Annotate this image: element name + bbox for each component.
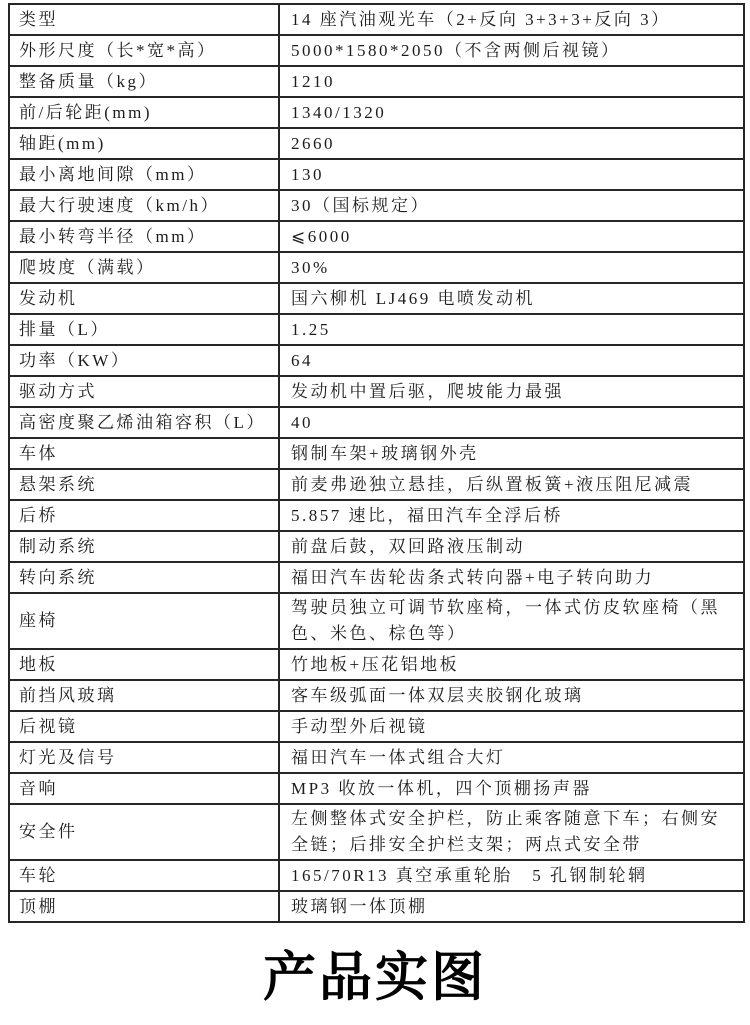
- spec-label-cell: 发动机: [9, 283, 279, 314]
- spec-row: [9, 252, 744, 283]
- spec-value-cell: 前盘后鼓，双回路液压制动: [279, 531, 744, 562]
- spec-label-cell: 顶棚: [9, 891, 279, 922]
- spec-row: [9, 531, 744, 562]
- spec-row: [9, 283, 744, 314]
- spec-row: [9, 680, 744, 711]
- spec-row: [9, 376, 744, 407]
- spec-row: [9, 97, 744, 128]
- spec-row: [9, 159, 744, 190]
- spec-label-cell: 整备质量（kg）: [9, 66, 279, 97]
- spec-label-cell: 车轮: [9, 860, 279, 891]
- spec-label-cell: 制动系统: [9, 531, 279, 562]
- spec-label-cell: 地板: [9, 649, 279, 680]
- spec-value-cell: ⩽6000: [279, 221, 744, 252]
- spec-value-cell: 钢制车架+玻璃钢外壳: [279, 438, 744, 469]
- spec-value-cell: 130: [279, 159, 744, 190]
- spec-value-cell: 前麦弗逊独立悬挂，后纵置板簧+液压阻尼减震: [279, 469, 744, 500]
- spec-row: [9, 66, 744, 97]
- spec-value-cell: 2660: [279, 128, 744, 159]
- spec-label-cell: 座椅: [9, 593, 279, 649]
- spec-label-cell: 最大行驶速度（km/h）: [9, 190, 279, 221]
- spec-label-cell: 爬坡度（满载）: [9, 252, 279, 283]
- spec-value-cell: 国六柳机 LJ469 电喷发动机: [279, 283, 744, 314]
- spec-label-cell: 功率（KW）: [9, 345, 279, 376]
- spec-row: [9, 4, 744, 35]
- spec-label-cell: 前/后轮距(mm): [9, 97, 279, 128]
- spec-row: [9, 35, 744, 66]
- spec-label-cell: 前挡风玻璃: [9, 680, 279, 711]
- spec-table-body: [9, 4, 744, 922]
- spec-label-cell: 最小离地间隙（mm）: [9, 159, 279, 190]
- spec-value-cell: 14 座汽油观光车（2+反向 3+3+3+反向 3）: [279, 4, 744, 35]
- spec-row: [9, 438, 744, 469]
- spec-value-cell: 左侧整体式安全护栏，防止乘客随意下车；右侧安全链；后排安全护栏支架；两点式安全带: [279, 804, 744, 860]
- spec-label-cell: 灯光及信号: [9, 742, 279, 773]
- spec-label-cell: 安全件: [9, 804, 279, 860]
- spec-row: [9, 190, 744, 221]
- spec-label-cell: 悬架系统: [9, 469, 279, 500]
- spec-row: [9, 562, 744, 593]
- spec-value-cell: 1210: [279, 66, 744, 97]
- spec-row: [9, 742, 744, 773]
- spec-label-cell: 转向系统: [9, 562, 279, 593]
- spec-row: [9, 649, 744, 680]
- spec-row: [9, 593, 744, 649]
- spec-value-cell: 64: [279, 345, 744, 376]
- spec-row: [9, 500, 744, 531]
- spec-value-cell: 5000*1580*2050（不含两侧后视镜）: [279, 35, 744, 66]
- spec-value-cell: 30%: [279, 252, 744, 283]
- spec-value-cell: 竹地板+压花铝地板: [279, 649, 744, 680]
- section-title: 产品实图: [263, 948, 487, 1007]
- spec-row: [9, 860, 744, 891]
- spec-row: [9, 314, 744, 345]
- spec-row: [9, 345, 744, 376]
- spec-value-cell: 福田汽车齿轮齿条式转向器+电子转向助力: [279, 562, 744, 593]
- spec-value-cell: 165/70R13 真空承重轮胎 5 孔钢制轮辋: [279, 860, 744, 891]
- spec-label-cell: 驱动方式: [9, 376, 279, 407]
- spec-row: [9, 469, 744, 500]
- spec-value-cell: 驾驶员独立可调节软座椅，一体式仿皮软座椅（黑色、米色、棕色等）: [279, 593, 744, 649]
- spec-value-cell: 客车级弧面一体双层夹胶钢化玻璃: [279, 680, 744, 711]
- spec-value-cell: 玻璃钢一体顶棚: [279, 891, 744, 922]
- spec-row: [9, 128, 744, 159]
- spec-label-cell: 最小转弯半径（mm）: [9, 221, 279, 252]
- spec-value-cell: 手动型外后视镜: [279, 711, 744, 742]
- spec-value-cell: 5.857 速比，福田汽车全浮后桥: [279, 500, 744, 531]
- spec-value-cell: 30（国标规定）: [279, 190, 744, 221]
- spec-row: [9, 711, 744, 742]
- spec-row: [9, 407, 744, 438]
- spec-value-cell: 福田汽车一体式组合大灯: [279, 742, 744, 773]
- spec-value-cell: 发动机中置后驱，爬坡能力最强: [279, 376, 744, 407]
- spec-row: [9, 221, 744, 252]
- spec-table: [8, 3, 745, 923]
- spec-row: [9, 804, 744, 860]
- spec-value-cell: MP3 收放一体机，四个顶棚扬声器: [279, 773, 744, 804]
- spec-label-cell: 后视镜: [9, 711, 279, 742]
- spec-value-cell: 1340/1320: [279, 97, 744, 128]
- spec-label-cell: 车体: [9, 438, 279, 469]
- spec-value-cell: 1.25: [279, 314, 744, 345]
- spec-row: [9, 773, 744, 804]
- spec-label-cell: 轴距(mm): [9, 128, 279, 159]
- spec-label-cell: 后桥: [9, 500, 279, 531]
- spec-label-cell: 类型: [9, 4, 279, 35]
- spec-label-cell: 音响: [9, 773, 279, 804]
- spec-value-cell: 40: [279, 407, 744, 438]
- spec-row: [9, 891, 744, 922]
- spec-label-cell: 高密度聚乙烯油箱容积（L）: [9, 407, 279, 438]
- spec-label-cell: 排量（L）: [9, 314, 279, 345]
- spec-label-cell: 外形尺度（长*宽*高）: [9, 35, 279, 66]
